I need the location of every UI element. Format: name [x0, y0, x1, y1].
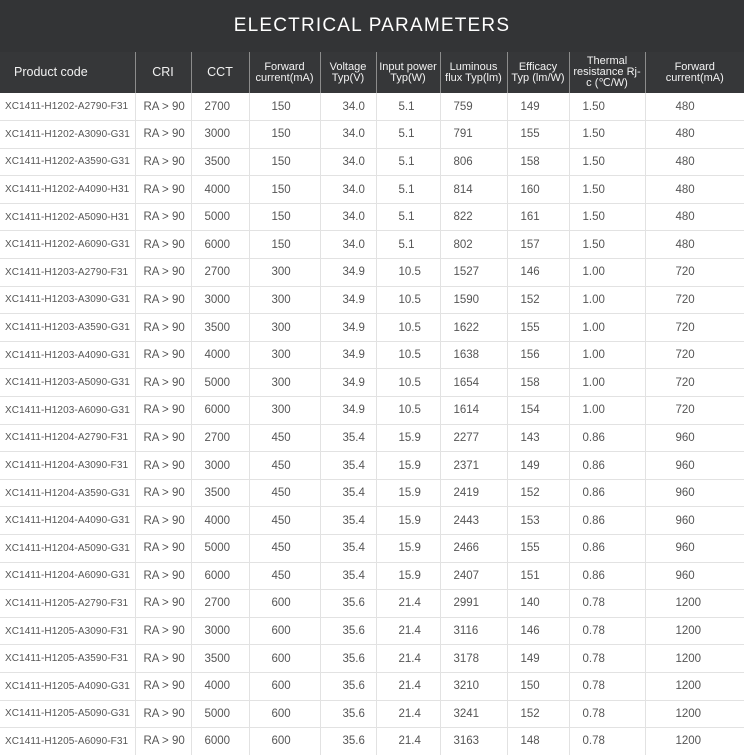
cell-voltage: 35.4 — [320, 424, 376, 452]
cell-thermal-resistance: 0.78 — [569, 672, 645, 700]
cell-luminous-flux: 2443 — [440, 507, 507, 535]
col-header-cct: CCT — [191, 52, 249, 93]
cell-cct: 4000 — [191, 507, 249, 535]
cell-voltage: 34.9 — [320, 314, 376, 342]
cell-product-code: XC1411-H1202-A6090-G31 — [0, 231, 135, 259]
cell-cct: 3500 — [191, 645, 249, 673]
cell-forward-current: 300 — [249, 259, 320, 287]
cell-voltage: 34.0 — [320, 231, 376, 259]
cell-product-code: XC1411-H1202-A3590-G31 — [0, 148, 135, 176]
cell-thermal-resistance: 0.78 — [569, 590, 645, 618]
table-row — [0, 286, 744, 314]
cell-cct: 3000 — [191, 617, 249, 645]
cell-cri: RA > 90 — [135, 341, 191, 369]
cell-forward-current: 600 — [249, 645, 320, 673]
table-row — [0, 314, 744, 342]
cell-max-forward-current: 480 — [645, 176, 744, 204]
cell-thermal-resistance: 0.78 — [569, 617, 645, 645]
cell-cri: RA > 90 — [135, 424, 191, 452]
cell-efficacy: 143 — [507, 424, 569, 452]
cell-luminous-flux: 1614 — [440, 397, 507, 425]
cell-efficacy: 157 — [507, 231, 569, 259]
cell-forward-current: 600 — [249, 700, 320, 728]
cell-max-forward-current: 480 — [645, 203, 744, 231]
cell-voltage: 34.9 — [320, 286, 376, 314]
cell-max-forward-current: 480 — [645, 231, 744, 259]
cell-efficacy: 158 — [507, 148, 569, 176]
cell-thermal-resistance: 0.86 — [569, 507, 645, 535]
cell-forward-current: 450 — [249, 562, 320, 590]
cell-luminous-flux: 822 — [440, 203, 507, 231]
cell-luminous-flux: 2277 — [440, 424, 507, 452]
cell-cct: 6000 — [191, 231, 249, 259]
cell-input-power: 21.4 — [376, 645, 440, 673]
cell-cct: 6000 — [191, 562, 249, 590]
cell-luminous-flux: 3210 — [440, 672, 507, 700]
cell-thermal-resistance: 0.78 — [569, 645, 645, 673]
table-row — [0, 452, 744, 480]
cell-product-code: XC1411-H1203-A2790-F31 — [0, 259, 135, 287]
cell-luminous-flux: 1590 — [440, 286, 507, 314]
cell-input-power: 5.1 — [376, 93, 440, 121]
col-header-efficacy: Efficacy Typ (lm/W) — [507, 52, 569, 93]
cell-efficacy: 158 — [507, 369, 569, 397]
cell-max-forward-current: 720 — [645, 259, 744, 287]
cell-cct: 5000 — [191, 369, 249, 397]
cell-efficacy: 155 — [507, 535, 569, 563]
cell-product-code: XC1411-H1203-A6090-G31 — [0, 397, 135, 425]
cell-cri: RA > 90 — [135, 645, 191, 673]
cell-luminous-flux: 2991 — [440, 590, 507, 618]
table-row — [0, 341, 744, 369]
cell-input-power: 5.1 — [376, 148, 440, 176]
page-title: ELECTRICAL PARAMETERS — [0, 0, 744, 52]
cell-input-power: 21.4 — [376, 617, 440, 645]
cell-cct: 4000 — [191, 176, 249, 204]
cell-voltage: 35.4 — [320, 507, 376, 535]
cell-thermal-resistance: 1.00 — [569, 369, 645, 397]
cell-thermal-resistance: 1.00 — [569, 314, 645, 342]
cell-thermal-resistance: 1.00 — [569, 259, 645, 287]
cell-thermal-resistance: 0.86 — [569, 452, 645, 480]
cell-thermal-resistance: 1.00 — [569, 286, 645, 314]
cell-cct: 3500 — [191, 314, 249, 342]
cell-luminous-flux: 1654 — [440, 369, 507, 397]
table-row — [0, 590, 744, 618]
table-row — [0, 700, 744, 728]
col-header-max-forward-current: Forward current(mA) — [645, 52, 744, 93]
cell-max-forward-current: 480 — [645, 121, 744, 149]
cell-product-code: XC1411-H1205-A5090-G31 — [0, 700, 135, 728]
cell-product-code: XC1411-H1203-A3090-G31 — [0, 286, 135, 314]
cell-product-code: XC1411-H1203-A3590-G31 — [0, 314, 135, 342]
cell-luminous-flux: 791 — [440, 121, 507, 149]
cell-product-code: XC1411-H1204-A6090-G31 — [0, 562, 135, 590]
cell-thermal-resistance: 1.50 — [569, 148, 645, 176]
cell-product-code: XC1411-H1205-A3090-F31 — [0, 617, 135, 645]
table-row — [0, 397, 744, 425]
cell-thermal-resistance: 0.78 — [569, 700, 645, 728]
cell-cri: RA > 90 — [135, 590, 191, 618]
cell-cri: RA > 90 — [135, 286, 191, 314]
cell-voltage: 34.9 — [320, 259, 376, 287]
table-row — [0, 259, 744, 287]
cell-forward-current: 150 — [249, 93, 320, 121]
cell-cct: 2700 — [191, 259, 249, 287]
cell-voltage: 34.9 — [320, 397, 376, 425]
cell-forward-current: 600 — [249, 617, 320, 645]
col-header-thermal-resistance: Thermal resistance Rj-c (℃/W) — [569, 52, 645, 93]
cell-efficacy: 151 — [507, 562, 569, 590]
cell-product-code: XC1411-H1205-A2790-F31 — [0, 590, 135, 618]
cell-forward-current: 450 — [249, 535, 320, 563]
table-row — [0, 424, 744, 452]
cell-cct: 4000 — [191, 341, 249, 369]
cell-efficacy: 155 — [507, 121, 569, 149]
cell-max-forward-current: 720 — [645, 341, 744, 369]
cell-thermal-resistance: 0.86 — [569, 535, 645, 563]
cell-forward-current: 300 — [249, 341, 320, 369]
cell-input-power: 15.9 — [376, 479, 440, 507]
cell-input-power: 5.1 — [376, 121, 440, 149]
cell-input-power: 10.5 — [376, 341, 440, 369]
cell-cri: RA > 90 — [135, 93, 191, 121]
cell-luminous-flux: 2466 — [440, 535, 507, 563]
cell-input-power: 10.5 — [376, 286, 440, 314]
cell-max-forward-current: 480 — [645, 93, 744, 121]
cell-max-forward-current: 960 — [645, 507, 744, 535]
col-header-forward-current: Forward current(mA) — [249, 52, 320, 93]
cell-thermal-resistance: 1.00 — [569, 341, 645, 369]
cell-input-power: 15.9 — [376, 507, 440, 535]
cell-voltage: 34.0 — [320, 93, 376, 121]
cell-max-forward-current: 960 — [645, 535, 744, 563]
cell-product-code: XC1411-H1203-A4090-G31 — [0, 341, 135, 369]
cell-max-forward-current: 720 — [645, 369, 744, 397]
cell-forward-current: 150 — [249, 231, 320, 259]
cell-efficacy: 146 — [507, 259, 569, 287]
cell-cri: RA > 90 — [135, 672, 191, 700]
cell-voltage: 35.6 — [320, 728, 376, 755]
electrical-parameters-table — [0, 52, 744, 755]
cell-max-forward-current: 960 — [645, 452, 744, 480]
cell-forward-current: 450 — [249, 452, 320, 480]
cell-forward-current: 450 — [249, 507, 320, 535]
cell-thermal-resistance: 1.50 — [569, 93, 645, 121]
cell-cct: 2700 — [191, 424, 249, 452]
cell-cct: 3000 — [191, 452, 249, 480]
table-row — [0, 148, 744, 176]
cell-cri: RA > 90 — [135, 562, 191, 590]
cell-voltage: 34.0 — [320, 121, 376, 149]
cell-cct: 3500 — [191, 479, 249, 507]
cell-cri: RA > 90 — [135, 148, 191, 176]
cell-voltage: 35.4 — [320, 535, 376, 563]
cell-cct: 5000 — [191, 535, 249, 563]
cell-input-power: 15.9 — [376, 535, 440, 563]
cell-efficacy: 149 — [507, 645, 569, 673]
cell-efficacy: 154 — [507, 397, 569, 425]
cell-product-code: XC1411-H1202-A4090-H31 — [0, 176, 135, 204]
cell-efficacy: 140 — [507, 590, 569, 618]
cell-cri: RA > 90 — [135, 700, 191, 728]
cell-forward-current: 600 — [249, 672, 320, 700]
cell-cri: RA > 90 — [135, 121, 191, 149]
cell-thermal-resistance: 1.00 — [569, 397, 645, 425]
cell-thermal-resistance: 1.50 — [569, 121, 645, 149]
cell-max-forward-current: 960 — [645, 424, 744, 452]
cell-input-power: 21.4 — [376, 728, 440, 755]
cell-max-forward-current: 1200 — [645, 590, 744, 618]
cell-thermal-resistance: 1.50 — [569, 203, 645, 231]
cell-efficacy: 150 — [507, 672, 569, 700]
cell-input-power: 15.9 — [376, 424, 440, 452]
cell-thermal-resistance: 1.50 — [569, 231, 645, 259]
cell-efficacy: 152 — [507, 479, 569, 507]
cell-max-forward-current: 1200 — [645, 672, 744, 700]
cell-luminous-flux: 3163 — [440, 728, 507, 755]
cell-max-forward-current: 720 — [645, 314, 744, 342]
cell-thermal-resistance: 0.86 — [569, 479, 645, 507]
cell-cct: 6000 — [191, 397, 249, 425]
cell-luminous-flux: 806 — [440, 148, 507, 176]
cell-luminous-flux: 3241 — [440, 700, 507, 728]
cell-max-forward-current: 720 — [645, 397, 744, 425]
cell-luminous-flux: 814 — [440, 176, 507, 204]
cell-forward-current: 600 — [249, 590, 320, 618]
cell-luminous-flux: 3116 — [440, 617, 507, 645]
cell-cct: 6000 — [191, 728, 249, 755]
cell-voltage: 34.9 — [320, 341, 376, 369]
table-row — [0, 121, 744, 149]
cell-max-forward-current: 960 — [645, 479, 744, 507]
cell-forward-current: 300 — [249, 286, 320, 314]
cell-luminous-flux: 802 — [440, 231, 507, 259]
cell-max-forward-current: 1200 — [645, 700, 744, 728]
cell-luminous-flux: 1622 — [440, 314, 507, 342]
table-row — [0, 617, 744, 645]
cell-voltage: 34.0 — [320, 148, 376, 176]
cell-luminous-flux: 2419 — [440, 479, 507, 507]
cell-cri: RA > 90 — [135, 203, 191, 231]
cell-cri: RA > 90 — [135, 369, 191, 397]
cell-forward-current: 150 — [249, 176, 320, 204]
cell-efficacy: 156 — [507, 341, 569, 369]
table-row — [0, 728, 744, 755]
cell-forward-current: 300 — [249, 314, 320, 342]
cell-efficacy: 148 — [507, 728, 569, 755]
table-body — [0, 93, 744, 755]
cell-product-code: XC1411-H1203-A5090-G31 — [0, 369, 135, 397]
cell-voltage: 35.4 — [320, 479, 376, 507]
cell-thermal-resistance: 1.50 — [569, 176, 645, 204]
table-row — [0, 479, 744, 507]
cell-forward-current: 150 — [249, 148, 320, 176]
col-header-luminous-flux: Luminous flux Typ(lm) — [440, 52, 507, 93]
cell-efficacy: 149 — [507, 93, 569, 121]
cell-cct: 5000 — [191, 700, 249, 728]
table-row — [0, 535, 744, 563]
cell-product-code: XC1411-H1205-A4090-G31 — [0, 672, 135, 700]
cell-max-forward-current: 480 — [645, 148, 744, 176]
cell-cri: RA > 90 — [135, 452, 191, 480]
cell-input-power: 10.5 — [376, 369, 440, 397]
col-header-cri: CRI — [135, 52, 191, 93]
cell-forward-current: 150 — [249, 203, 320, 231]
cell-input-power: 5.1 — [376, 203, 440, 231]
cell-luminous-flux: 3178 — [440, 645, 507, 673]
table-row — [0, 672, 744, 700]
cell-cct: 2700 — [191, 590, 249, 618]
cell-cri: RA > 90 — [135, 397, 191, 425]
cell-cct: 5000 — [191, 203, 249, 231]
table-row — [0, 231, 744, 259]
col-header-product-code: Product code — [0, 52, 135, 93]
cell-input-power: 15.9 — [376, 562, 440, 590]
cell-luminous-flux: 759 — [440, 93, 507, 121]
cell-cri: RA > 90 — [135, 617, 191, 645]
table-row — [0, 507, 744, 535]
cell-max-forward-current: 1200 — [645, 728, 744, 755]
cell-cri: RA > 90 — [135, 535, 191, 563]
cell-input-power: 21.4 — [376, 590, 440, 618]
cell-input-power: 5.1 — [376, 176, 440, 204]
cell-efficacy: 155 — [507, 314, 569, 342]
cell-cri: RA > 90 — [135, 259, 191, 287]
cell-product-code: XC1411-H1204-A2790-F31 — [0, 424, 135, 452]
cell-product-code: XC1411-H1204-A3090-F31 — [0, 452, 135, 480]
cell-forward-current: 150 — [249, 121, 320, 149]
cell-voltage: 35.6 — [320, 645, 376, 673]
cell-voltage: 35.6 — [320, 617, 376, 645]
cell-product-code: XC1411-H1204-A4090-G31 — [0, 507, 135, 535]
cell-efficacy: 161 — [507, 203, 569, 231]
cell-cri: RA > 90 — [135, 479, 191, 507]
cell-voltage: 35.6 — [320, 700, 376, 728]
cell-voltage: 35.6 — [320, 672, 376, 700]
cell-input-power: 10.5 — [376, 259, 440, 287]
cell-luminous-flux: 1638 — [440, 341, 507, 369]
table-row — [0, 176, 744, 204]
header-row — [0, 52, 744, 93]
cell-cri: RA > 90 — [135, 231, 191, 259]
cell-input-power: 5.1 — [376, 231, 440, 259]
cell-efficacy: 146 — [507, 617, 569, 645]
cell-cri: RA > 90 — [135, 176, 191, 204]
cell-thermal-resistance: 0.86 — [569, 424, 645, 452]
table-row — [0, 93, 744, 121]
cell-cct: 3000 — [191, 121, 249, 149]
cell-product-code: XC1411-H1202-A5090-H31 — [0, 203, 135, 231]
col-header-voltage: Voltage Typ(V) — [320, 52, 376, 93]
cell-cct: 4000 — [191, 672, 249, 700]
cell-max-forward-current: 1200 — [645, 645, 744, 673]
cell-efficacy: 160 — [507, 176, 569, 204]
cell-luminous-flux: 2371 — [440, 452, 507, 480]
cell-thermal-resistance: 0.78 — [569, 728, 645, 755]
cell-product-code: XC1411-H1204-A5090-G31 — [0, 535, 135, 563]
cell-forward-current: 600 — [249, 728, 320, 755]
cell-cct: 2700 — [191, 93, 249, 121]
cell-forward-current: 450 — [249, 479, 320, 507]
cell-voltage: 34.0 — [320, 176, 376, 204]
cell-cri: RA > 90 — [135, 314, 191, 342]
cell-product-code: XC1411-H1205-A3590-F31 — [0, 645, 135, 673]
cell-product-code: XC1411-H1202-A2790-F31 — [0, 93, 135, 121]
table-row — [0, 562, 744, 590]
cell-voltage: 34.9 — [320, 369, 376, 397]
cell-voltage: 35.4 — [320, 452, 376, 480]
cell-forward-current: 300 — [249, 397, 320, 425]
cell-cri: RA > 90 — [135, 728, 191, 755]
cell-product-code: XC1411-H1202-A3090-G31 — [0, 121, 135, 149]
cell-thermal-resistance: 0.86 — [569, 562, 645, 590]
cell-efficacy: 152 — [507, 286, 569, 314]
cell-efficacy: 152 — [507, 700, 569, 728]
cell-forward-current: 300 — [249, 369, 320, 397]
col-header-input-power: Input power Typ(W) — [376, 52, 440, 93]
cell-product-code: XC1411-H1204-A3590-G31 — [0, 479, 135, 507]
cell-voltage: 35.6 — [320, 590, 376, 618]
cell-luminous-flux: 2407 — [440, 562, 507, 590]
cell-efficacy: 153 — [507, 507, 569, 535]
table-row — [0, 203, 744, 231]
cell-input-power: 10.5 — [376, 314, 440, 342]
cell-max-forward-current: 960 — [645, 562, 744, 590]
cell-input-power: 10.5 — [376, 397, 440, 425]
cell-forward-current: 450 — [249, 424, 320, 452]
cell-max-forward-current: 720 — [645, 286, 744, 314]
cell-voltage: 34.0 — [320, 203, 376, 231]
cell-max-forward-current: 1200 — [645, 617, 744, 645]
cell-luminous-flux: 1527 — [440, 259, 507, 287]
cell-input-power: 21.4 — [376, 672, 440, 700]
table-row — [0, 369, 744, 397]
cell-voltage: 35.4 — [320, 562, 376, 590]
cell-cri: RA > 90 — [135, 507, 191, 535]
table-row — [0, 645, 744, 673]
cell-cct: 3500 — [191, 148, 249, 176]
cell-input-power: 15.9 — [376, 452, 440, 480]
cell-efficacy: 149 — [507, 452, 569, 480]
cell-input-power: 21.4 — [376, 700, 440, 728]
cell-product-code: XC1411-H1205-A6090-F31 — [0, 728, 135, 755]
cell-cct: 3000 — [191, 286, 249, 314]
